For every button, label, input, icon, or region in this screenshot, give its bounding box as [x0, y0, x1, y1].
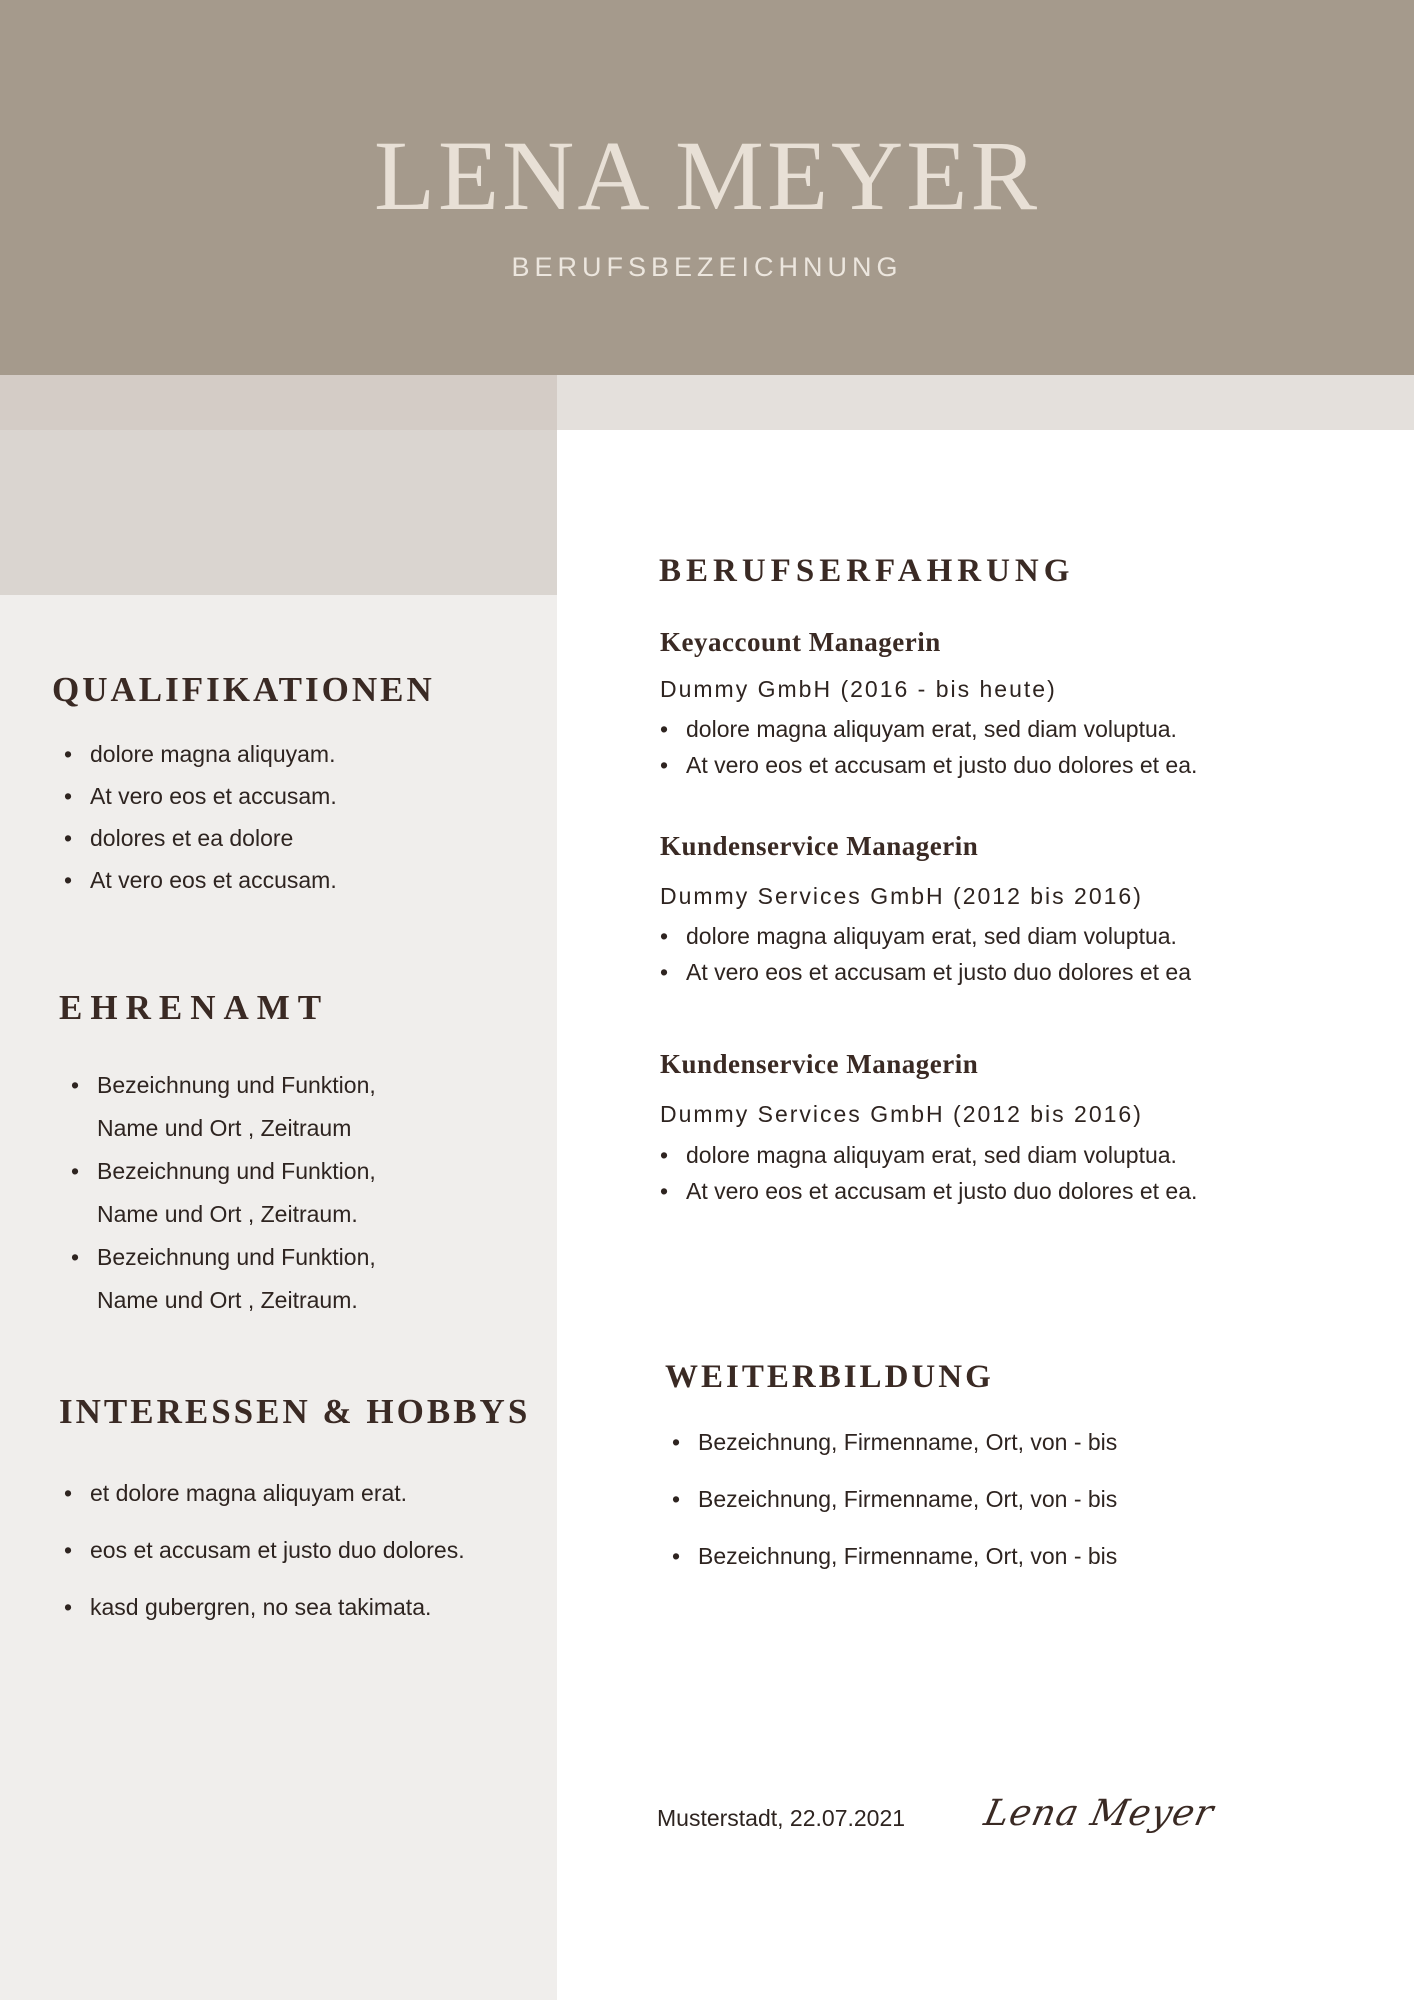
ehrenamt-heading: EHRENAMT: [59, 988, 330, 1027]
weiterbildung-heading: WEITERBILDUNG: [665, 1359, 994, 1395]
ehrenamt-line2: Name und Ort , Zeitraum.: [97, 1201, 358, 1227]
ehrenamt-list: [71, 1064, 376, 1322]
place-date: Musterstadt, 22.07.2021: [657, 1805, 906, 1831]
ehrenamt-line1: Bezeichnung und Funktion,: [97, 1158, 376, 1184]
list-item: • At vero eos et accusam et justo duo dolores et ea: [660, 959, 1191, 986]
list-item: • At vero eos et accusam.: [64, 867, 337, 894]
qualifikationen-heading: QUALIFIKATIONEN: [52, 670, 435, 709]
list-item: [71, 1064, 376, 1150]
qualifikationen-list: [64, 741, 337, 894]
list-item: • dolore magna aliquyam.: [64, 741, 337, 768]
list-item: • eos et accusam et justo duo dolores.: [64, 1537, 465, 1564]
job-company: Dummy Services GmbH (2012 bis 2016): [660, 883, 1143, 909]
list-item: • dolore magna aliquyam erat, sed diam voluptua.: [660, 1142, 1197, 1169]
job-title: BERUFSBEZEICHNUNG: [511, 252, 903, 282]
ehrenamt-line2: Name und Ort , Zeitraum.: [97, 1287, 358, 1313]
list-item: • dolores et ea dolore: [64, 825, 337, 852]
list-item: • kasd gubergren, no sea takimata.: [64, 1594, 465, 1621]
job-bullets: [660, 1142, 1197, 1205]
list-item: [71, 1236, 376, 1322]
berufserfahrung-heading: BERUFSERFAHRUNG: [659, 553, 1075, 589]
header-strip-left: [0, 375, 557, 430]
sidebar-top-block: [0, 430, 557, 595]
job-company: Dummy Services GmbH (2012 bis 2016): [660, 1101, 1143, 1127]
ehrenamt-line2: Name und Ort , Zeitraum: [97, 1115, 352, 1141]
list-item: • Bezeichnung, Firmenname, Ort, von - bis: [672, 1486, 1117, 1513]
list-item: • At vero eos et accusam et justo duo dolores et ea.: [660, 1178, 1197, 1205]
header-strip-right: [557, 375, 1414, 430]
interessen-heading: INTERESSEN & HOBBYS: [59, 1392, 531, 1431]
list-item: [71, 1150, 376, 1236]
weiterbildung-list: [672, 1429, 1117, 1570]
list-item: • At vero eos et accusam et justo duo dolores et ea.: [660, 752, 1197, 779]
job-company: Dummy GmbH (2016 - bis heute): [660, 676, 1057, 702]
list-item: • dolore magna aliquyam erat, sed diam voluptua.: [660, 923, 1191, 950]
interessen-list: [64, 1480, 465, 1621]
list-item: • et dolore magna aliquyam erat.: [64, 1480, 465, 1507]
job-bullets: [660, 716, 1197, 779]
ehrenamt-line1: Bezeichnung und Funktion,: [97, 1244, 376, 1270]
list-item: • At vero eos et accusam.: [64, 783, 337, 810]
job-position-title: Keyaccount Managerin: [660, 627, 941, 657]
person-name: LENA MEYER: [373, 120, 1041, 231]
job-bullets: [660, 923, 1191, 986]
list-item: • Bezeichnung, Firmenname, Ort, von - bis: [672, 1543, 1117, 1570]
job-position-title: Kundenservice Managerin: [660, 1049, 979, 1079]
job-position-title: Kundenservice Managerin: [660, 831, 979, 861]
list-item: • Bezeichnung, Firmenname, Ort, von - bis: [672, 1429, 1117, 1456]
signature: Lena Meyer: [980, 1793, 1218, 1834]
list-item: • dolore magna aliquyam erat, sed diam voluptua.: [660, 716, 1197, 743]
ehrenamt-line1: Bezeichnung und Funktion,: [97, 1072, 376, 1098]
